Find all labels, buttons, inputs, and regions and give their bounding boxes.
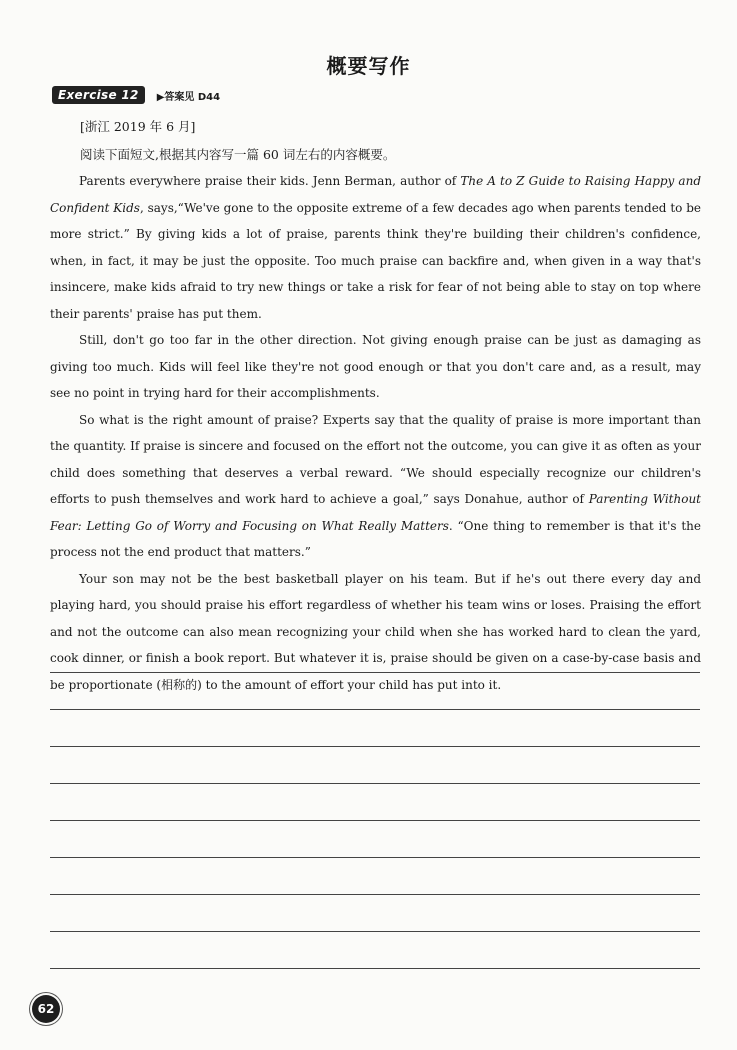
exercise-header	[52, 86, 220, 104]
p3-text-c: . “One thing to remember is that it's the process not the end product that matters.”	[50, 518, 702, 559]
answer-line[interactable]	[50, 895, 700, 932]
answer-line[interactable]	[50, 858, 700, 895]
answer-reference: ▶答案见 D44	[156, 91, 221, 103]
instruction-text: 阅读下面短文,根据其内容写一篇 60 词左右的内容概要。	[80, 147, 396, 162]
exercise-badge: Exercise 12	[52, 86, 145, 104]
answer-lines[interactable]	[50, 636, 700, 969]
answer-line[interactable]	[50, 710, 700, 747]
paragraph-1	[50, 168, 701, 327]
answer-line[interactable]	[50, 932, 700, 969]
reading-passage	[50, 168, 701, 698]
answer-line[interactable]	[50, 784, 700, 821]
answer-line[interactable]	[50, 636, 700, 673]
p1-text-c: , says,“We've gone to the opposite extreme of a few decades ago when parents tended to be more strict.” By giving kids a lot of praise, parents think they're building their children's confidence, when, in fact, it may be just the opposite. Too much praise can backfire and, when given in a way that's insincere, make kids afraid to try new things or take a risk for fear of not being able to stay on top where their parents' praise has put them.	[50, 200, 701, 321]
page-number: 62	[32, 995, 60, 1023]
paragraph-2: Still, don't go too far in the other direction. Not giving enough praise can be just as damaging as giving too much. Kids will feel like they're not good enough or that you don't care and, as a result, may see no point in trying hard for their accomplishments.	[50, 333, 701, 400]
source-label: [浙江 2019 年 6 月]	[80, 119, 196, 134]
p1-text-a: Parents everywhere praise their kids. Jenn Berman, author of	[79, 174, 461, 188]
book-title-1: The A to Z Guide to Raising Happy and Confident Kids	[50, 174, 701, 215]
p3-text-a: So what is the right amount of praise? Experts say that the quality of praise is more important than the quantity. If praise is sincere and focused on the effort not the outcome, you can give it as often as your child does something that deserves a verbal reward. “We should especially recognize our children's efforts to push themselves and work hard to achieve a goal,” says Donahue, author of	[50, 412, 701, 506]
page-title: 概要写作	[326, 54, 411, 78]
book-title-2: Parenting Without Fear: Letting Go of Worry and Focusing on What Really Matters	[50, 492, 701, 533]
answer-line[interactable]	[50, 821, 700, 858]
answer-line[interactable]	[50, 673, 700, 710]
answer-line[interactable]	[50, 747, 700, 784]
paragraph-4: Your son may not be the best basketball player on his team. But if he's out there every day and playing hard, you should praise his effort regardless of whether his team wins or loses. Praising the effort and not the outcome can also mean recognizing your child when she has worked hard to clean the yard, cook dinner, or finish a book report. But whatever it is, praise should be given on a case-by-case basis and be proportionate (相称的) to the amount of effort your child has put into it.	[50, 571, 701, 692]
paragraph-3	[50, 407, 701, 566]
